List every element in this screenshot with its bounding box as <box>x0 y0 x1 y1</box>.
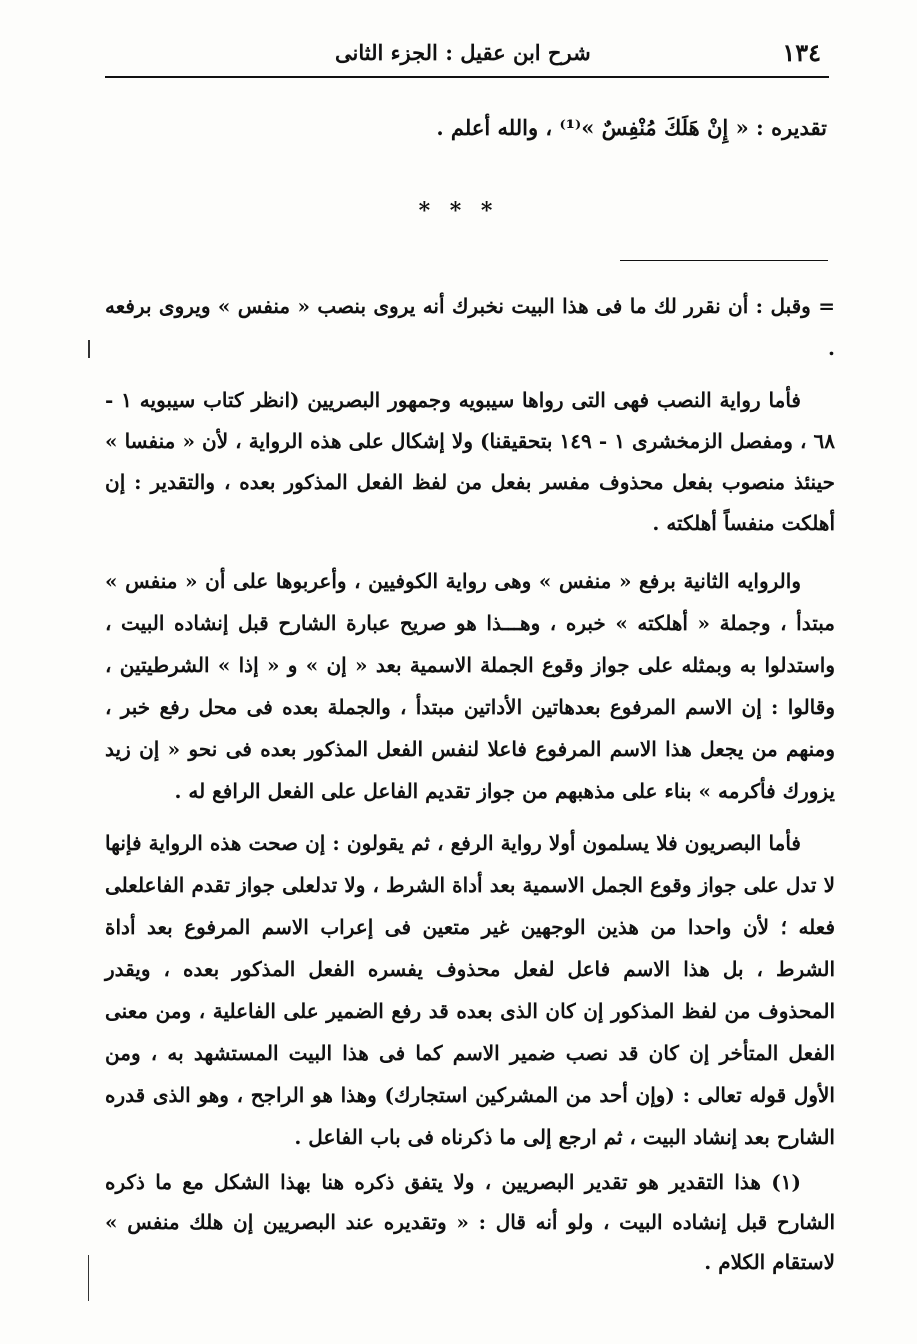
footnote <box>105 1162 835 1282</box>
continuation-text: = وقبل : أن نقرر لك ما فى هذا البيت نخبرك أنه يروى بنصب « منفس » ويروى برفعه . <box>105 294 835 360</box>
footnote-text: (١) هذا التقدير هو تقدير البصريين ، ولا يتفق ذكره هنا بهذا الشكل مع ما ذكره الشارح قبل إنشاده البيت ، ولو أنه قال : « وتقديره عند البصريين إن هلك منفس » لاستقام الكلام . <box>105 1170 835 1274</box>
footnote-continuation <box>105 285 835 369</box>
margin-mark <box>88 340 90 358</box>
opening-line <box>105 108 835 148</box>
opening-text: تقديره : « إِنْ هَلَكَ مُنْفِسٌ »⁽¹⁾ ، والله أعلم . <box>436 115 827 140</box>
paragraph-raf <box>105 560 835 812</box>
margin-mark <box>88 1255 89 1301</box>
paragraph-text: والروايه الثانية برفع « منفس » وهى رواية الكوفيين ، وأعربوها على أن « منفس » مبتدأ ، وجملة « أهلكته » خبره ، وهـــذا هو صريح عبارة الشارح قبل إنشاده البيت ، واستدلوا به وبمثله على جواز وقوع الجملة الاسمية بعد « إن » و « إذا » الشرطيتين ، وقالوا : إن الاسم المرفوع بعدهاتين الأداتين مبتدأ ، والجملة بعده فى محل رفع خبر ، ومنهم من يجعل هذا الاسم المرفوع فاعلا لنفس الفعل المذكور بعده فى نحو « إن زيد يزورك فأكرمه » بناء على مذهبهم من جواز تقديم الفاعل على الفعل الرافع له . <box>105 569 835 803</box>
page-header <box>105 32 829 72</box>
section-separator: * * * <box>418 198 499 224</box>
header-rule <box>105 76 829 78</box>
paragraph-basriyyun <box>105 822 835 1158</box>
page-number: ١٣٤ <box>782 37 821 67</box>
running-title: شرح ابن عقيل : الجزء الثانى <box>335 39 591 65</box>
paragraph-text: فأما رواية النصب فهى التى رواها سيبويه وجمهور البصريين (انظر كتاب سيبويه ١ - ٦٨ ، ومفصل الزمخشرى ١ - ١٤٩ بتحقيقنا) ولا إشكال على هذه الرواية ، لأن « منفسا » حينئذ منصوب بفعل محذوف مفسر بفعل من لفظ الفعل المذكور بعده ، والتقدير : إن أهلكت منفساً أهلكته . <box>105 388 835 535</box>
footnote-rule <box>620 260 828 261</box>
paragraph-text: فأما البصريون فلا يسلمون أولا رواية الرفع ، ثم يقولون : إن صحت هذه الرواية فإنها لا تدل على جواز وقوع الجمل الاسمية بعد أداة الشرط ، ولا تدلعلى جواز تقدم الفاعلعلى فعله ؛ لأن واحدا من هذين الوجهين غير متعين فى إعراب الاسم المرفوع بعد أداة الشرط ، بل هذا الاسم فاعل لفعل محذوف يفسره الفعل المذكور بعده ، ويقدر المحذوف من لفظ المذكور إن كان الذى بعده قد رفع الضمير على الفاعلية ، ومن معنى الفعل المتأخر إن كان قد نصب ضمير الاسم كما فى هذا البيت المستشهد به ، ومن الأول قوله تعالى : (وإن أحد من المشركين استجارك) وهذا هو الراجح ، وهو الذى قدره الشارح بعد إنشاد البيت ، ثم ارجع إلى ما ذكرناه فى باب الفاعل . <box>105 831 835 1149</box>
paragraph-nasb <box>105 380 835 544</box>
